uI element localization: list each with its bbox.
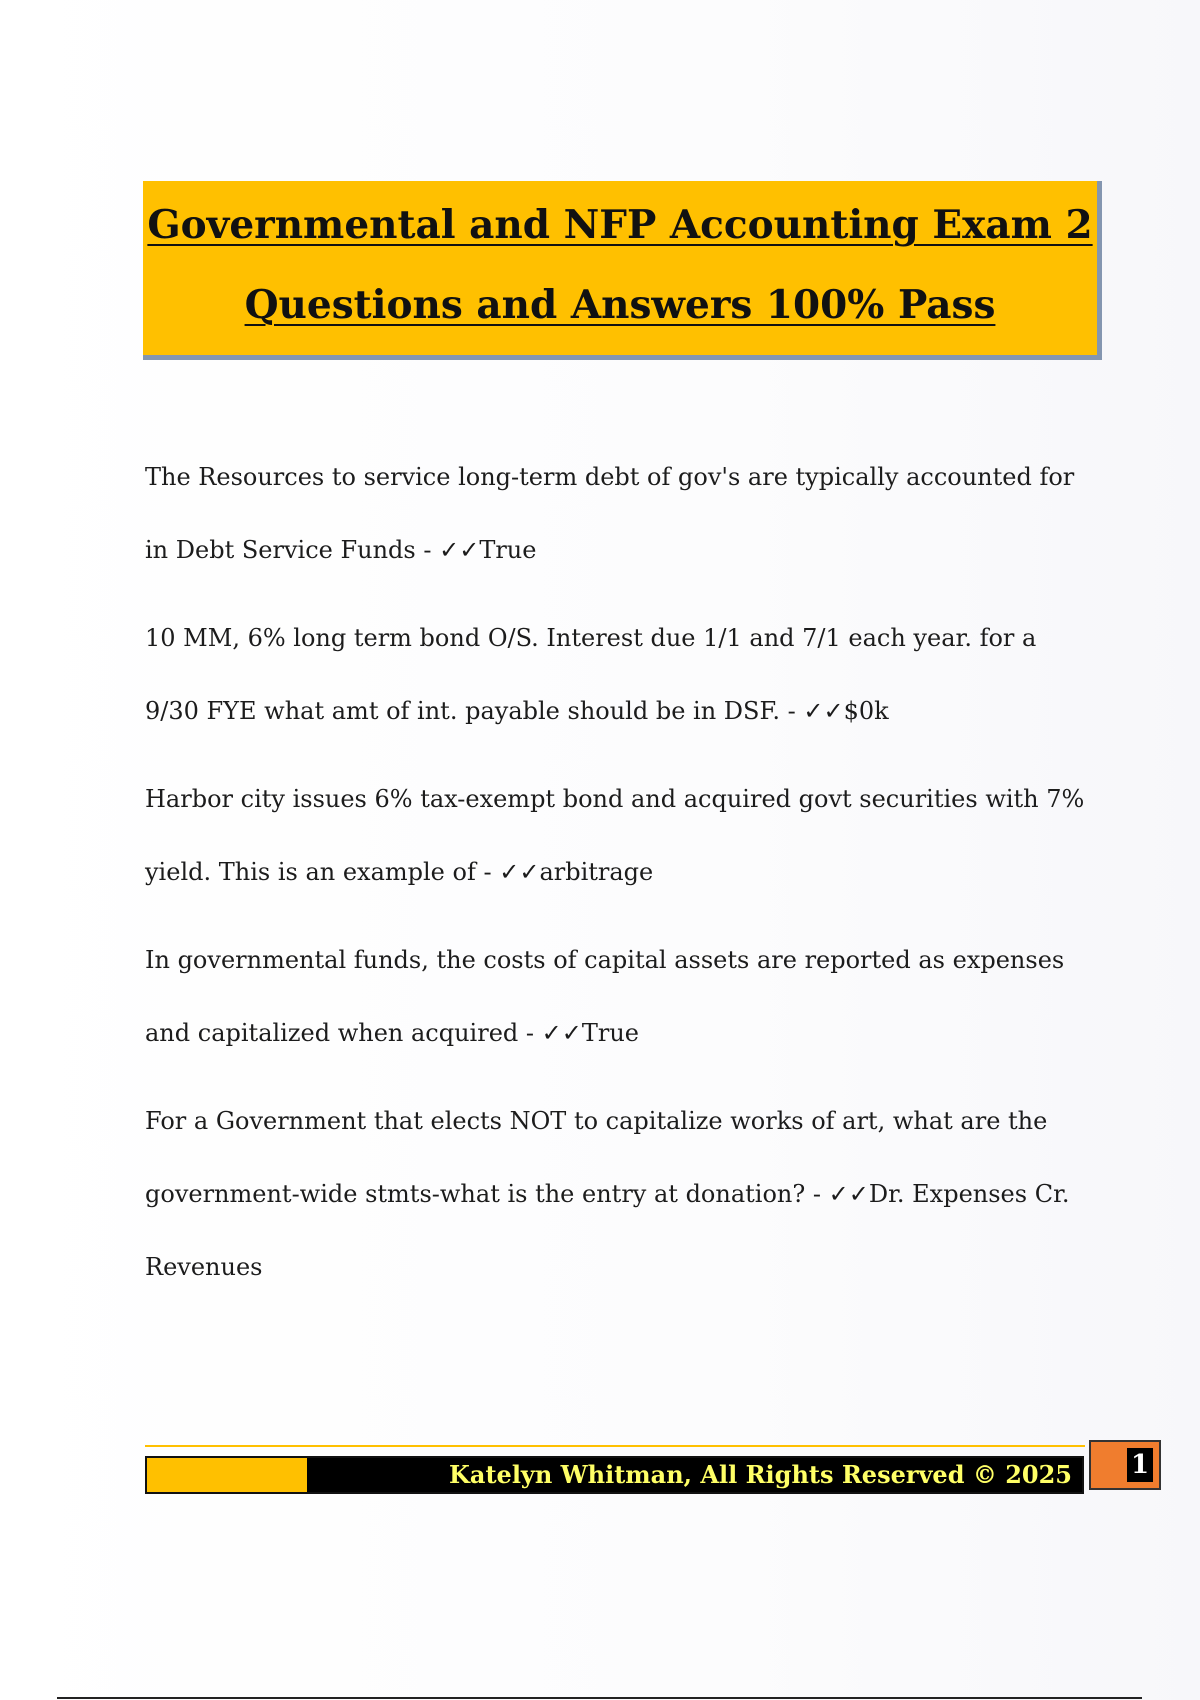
page-number-box — [1089, 1440, 1161, 1490]
title-text-2: Questions and Answers 100% Pass — [244, 282, 996, 328]
double-check-icon: ✓✓ — [499, 858, 540, 886]
page-bottom-rule — [57, 1697, 1142, 1699]
answer-text: Dr. Expenses Cr. Revenues — [145, 1180, 1070, 1281]
title-line-2 — [143, 265, 1097, 345]
question-text: For a Government that elects NOT to capitalize works of art, what are the government-wide stmts-what is the entry at donation? - — [145, 1107, 1048, 1208]
double-check-icon: ✓✓ — [803, 697, 844, 725]
title-text-1: Governmental and NFP Accounting Exam 2 — [147, 202, 1093, 248]
footer-divider — [145, 1445, 1085, 1447]
answer-text: $0k — [843, 697, 889, 725]
question-text: Harbor city issues 6% tax-exempt bond and acquired govt securities with 7% yield. This is an example of - — [145, 785, 1085, 886]
qa-item-5 — [145, 1085, 1085, 1304]
footer-bar — [145, 1456, 1084, 1494]
qa-item-4 — [145, 924, 1085, 1070]
qa-list — [145, 441, 1085, 1319]
answer-text: True — [479, 536, 537, 564]
answer-text: True — [581, 1019, 639, 1047]
question-text: In governmental funds, the costs of capital assets are reported as expenses and capitalized when acquired - — [145, 946, 1065, 1047]
qa-item-1 — [145, 441, 1085, 587]
double-check-icon: ✓✓ — [439, 536, 480, 564]
title-line-1 — [143, 185, 1097, 265]
double-check-icon: ✓✓ — [541, 1019, 582, 1047]
title-banner — [143, 181, 1097, 355]
question-text: 10 MM, 6% long term bond O/S. Interest due 1/1 and 7/1 each year. for a 9/30 FYE what amt of int. payable should be in DSF. - — [145, 624, 1037, 725]
footer-copyright-box — [307, 1458, 1082, 1492]
qa-item-2 — [145, 602, 1085, 748]
question-text: The Resources to service long-term debt of gov's are typically accounted for in Debt Service Funds - — [145, 463, 1075, 564]
page-number: 1 — [1127, 1448, 1153, 1482]
double-check-icon: ✓✓ — [828, 1180, 869, 1208]
qa-item-3 — [145, 763, 1085, 909]
copyright-text: Katelyn Whitman, All Rights Reserved © 2025 — [449, 1460, 1072, 1489]
answer-text: arbitrage — [539, 858, 654, 886]
